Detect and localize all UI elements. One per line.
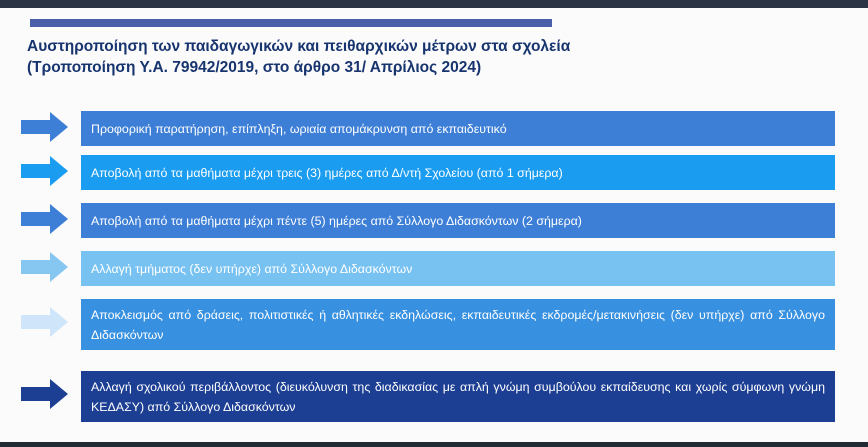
measure-5-text: Αποκλεισμός από δράσεις, πολιτιστικές ή αθλητικές εκδηλώσεις, εκπαιδευτικές εκδρομές/μετακινήσεις (δεν υπήρχε) από Σύλλογο Διδασκόντων [91,307,825,342]
measure-4 [81,251,835,286]
measure-5 [81,299,835,350]
title-line-2: (Τροποποίηση Υ.Α. 79942/2019, στο άρθρο 31/ Απρίλιος 2024) [27,59,482,76]
arrow-icon [21,111,69,143]
measure-1 [81,111,835,146]
arrow-icon [21,203,69,235]
measure-4-text: Αλλαγή τμήματος (δεν υπήρχε) από Σύλλογο Διδασκόντων [91,261,413,276]
measure-6-text: Αλλαγή σχολικού περιβάλλοντος (διευκόλυνση της διαδικασίας με απλή γνώμη συμβούλου εκπαίδευσης και χωρίς σύμφωνη γνώμη ΚΕΔΑΣΥ) από Σύλλογο Διδασκόντων [91,379,825,414]
arrow-icon [21,251,69,283]
bottom-frame [0,442,868,447]
measure-1-text: Προφορική παρατήρηση, επίπληξη, ωριαία απομάκρυνση από εκπαιδευτικό [91,121,507,136]
measure-3 [81,203,835,238]
top-frame [0,0,868,8]
measure-2-text: Αποβολή από τα μαθήματα μέχρι τρεις (3) ημέρες από Δ/ντή Σχολείου (από 1 σήμερα) [91,165,563,180]
arrow-icon [21,378,69,410]
measure-6 [81,371,835,422]
arrow-icon [21,306,69,338]
slide-title [27,36,807,78]
title-accent-bar [30,19,552,27]
measure-2 [81,155,835,190]
arrow-icon [21,155,69,187]
title-line-1: Αυστηροποίηση των παιδαγωγικών και πειθαρχικών μέτρων στα σχολεία [27,38,571,55]
measure-3-text: Αποβολή από τα μαθήματα μέχρι πέντε (5) ημέρες από Σύλλογο Διδασκόντων (2 σήμερα) [91,213,582,228]
